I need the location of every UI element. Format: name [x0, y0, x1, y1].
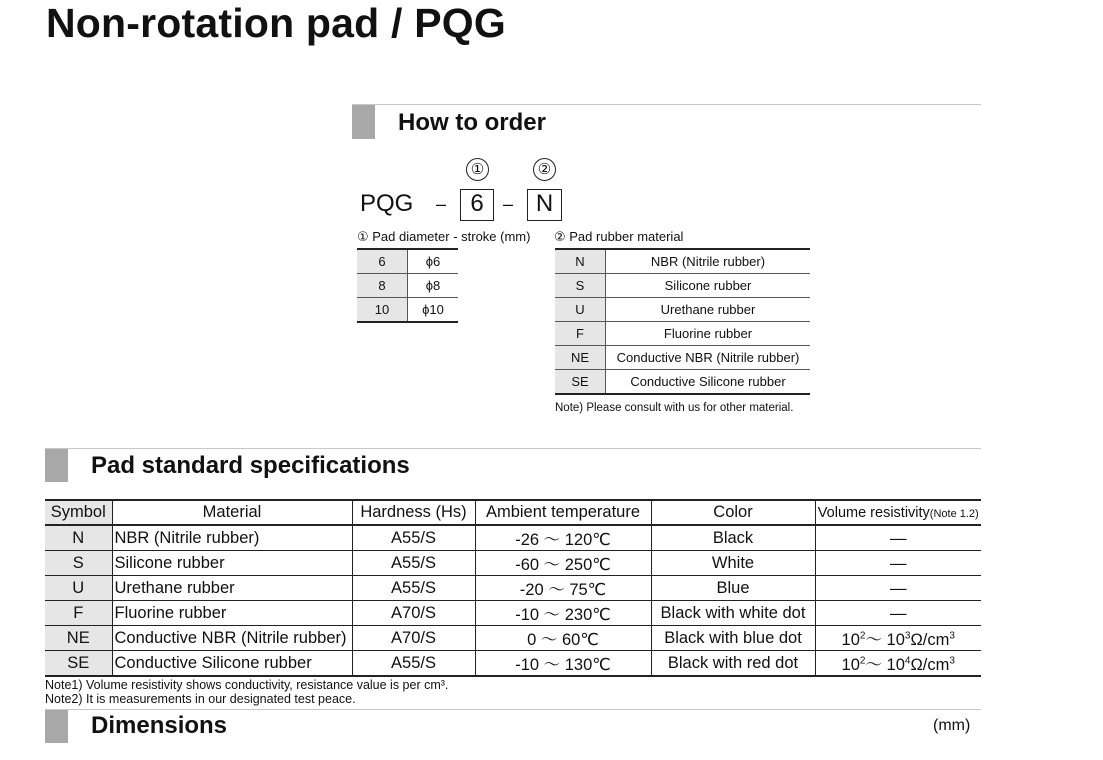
table-row — [357, 249, 458, 274]
marker-2: ② — [533, 158, 556, 181]
how-to-order-title: How to order — [398, 109, 546, 136]
vol-exp3: 3 — [949, 655, 955, 667]
table-row — [45, 626, 981, 651]
cell-material: Conductive NBR (Nitrile rubber) — [112, 626, 352, 651]
cell-color: Blue — [651, 576, 815, 601]
material-table — [555, 248, 810, 395]
page-title: Non-rotation pad / PQG — [46, 0, 506, 46]
cell-symbol: N — [45, 525, 112, 551]
material-value: Fluorine rubber — [606, 322, 811, 346]
vol-exp3: 3 — [949, 630, 955, 642]
marker-1: ① — [466, 158, 489, 181]
how-to-order-bar — [352, 105, 375, 139]
material-value: Conductive NBR (Nitrile rubber) — [606, 346, 811, 370]
header-hardness: Hardness (Hs) — [352, 500, 475, 525]
cell-material: NBR (Nitrile rubber) — [112, 525, 352, 551]
vol-exp2: 4 — [904, 655, 911, 667]
spec-table — [45, 499, 981, 677]
table-row — [45, 651, 981, 677]
cell-volume — [815, 626, 981, 651]
header-symbol: Symbol — [45, 500, 112, 525]
vol-base: 10 — [841, 656, 860, 675]
cell-material: Fluorine rubber — [112, 601, 352, 626]
order-code-dash-2: – — [503, 194, 514, 214]
specs-bar — [45, 449, 68, 482]
diameter-table — [357, 248, 458, 323]
material-code: S — [555, 274, 606, 298]
table-row — [45, 601, 981, 626]
header-material: Material — [112, 500, 352, 525]
cell-material: Conductive Silicone rubber — [112, 651, 352, 677]
diameter-caption: ① Pad diameter - stroke (mm) — [357, 229, 531, 244]
material-code: F — [555, 322, 606, 346]
vol-exp2: 3 — [904, 630, 911, 642]
cell-color: White — [651, 551, 815, 576]
cell-symbol: SE — [45, 651, 112, 677]
table-row — [357, 274, 458, 298]
cell-symbol: U — [45, 576, 112, 601]
material-code: SE — [555, 370, 606, 395]
dimensions-rule — [45, 709, 981, 710]
cell-volume — [815, 601, 981, 626]
diameter-value: ϕ6 — [408, 249, 459, 274]
vol-base: — — [890, 604, 907, 623]
header-volume-resistivity — [815, 500, 981, 525]
cell-volume — [815, 525, 981, 551]
table-row — [45, 551, 981, 576]
header-volume-note: (Note 1.2) — [929, 507, 979, 520]
cell-temperature: -26 ～ 120℃ — [475, 525, 651, 551]
vol-exp1: 2 — [859, 655, 866, 667]
table-row — [555, 298, 810, 322]
specs-title: Pad standard specifications — [91, 452, 410, 479]
spec-header-row — [45, 500, 981, 525]
cell-volume — [815, 576, 981, 601]
spec-note-1: Note1) Volume resistivity shows conductivity, resistance value is per cm³. — [45, 678, 449, 692]
material-code: N — [555, 249, 606, 274]
order-code-base: PQG — [360, 190, 414, 217]
cell-hardness: A55/S — [352, 576, 475, 601]
dimensions-unit: (mm) — [933, 717, 971, 734]
table-row — [555, 322, 810, 346]
table-row — [45, 576, 981, 601]
specs-rule — [45, 448, 981, 449]
cell-color: Black — [651, 525, 815, 551]
order-option-2-box: N — [527, 189, 562, 221]
cell-color: Black with white dot — [651, 601, 815, 626]
material-code: NE — [555, 346, 606, 370]
vol-base: 10 — [841, 631, 860, 650]
cell-volume — [815, 651, 981, 677]
header-volume-label: Volume resistivity — [817, 504, 930, 521]
header-temperature: Ambient temperature — [475, 500, 651, 525]
material-value: Urethane rubber — [606, 298, 811, 322]
table-row — [555, 370, 810, 395]
cell-temperature: -10 ～ 230℃ — [475, 601, 651, 626]
cell-temperature: -20 ～ 75℃ — [475, 576, 651, 601]
material-note: Note) Please consult with us for other material. — [555, 402, 794, 414]
header-color: Color — [651, 500, 815, 525]
how-to-order-rule — [352, 104, 981, 105]
order-option-1-box: 6 — [460, 189, 494, 221]
material-value: NBR (Nitrile rubber) — [606, 249, 811, 274]
cell-hardness: A70/S — [352, 626, 475, 651]
table-row — [45, 525, 981, 551]
vol-mid: ～ 10 — [865, 631, 905, 650]
vol-exp1: 2 — [859, 630, 866, 642]
table-row — [357, 298, 458, 323]
cell-hardness: A55/S — [352, 525, 475, 551]
cell-color: Black with blue dot — [651, 626, 815, 651]
vol-base: — — [890, 579, 907, 598]
cell-temperature: -60 ～ 250℃ — [475, 551, 651, 576]
cell-hardness: A55/S — [352, 551, 475, 576]
vol-unit: Ω/cm — [910, 631, 950, 650]
cell-temperature: -10 ～ 130℃ — [475, 651, 651, 677]
spec-note-2: Note2) It is measurements in our designated test peace. — [45, 692, 356, 706]
table-row — [555, 249, 810, 274]
vol-base: — — [890, 529, 907, 548]
material-value: Conductive Silicone rubber — [630, 374, 786, 389]
order-code-dash-1: – — [436, 194, 447, 214]
material-code: U — [555, 298, 606, 322]
cell-symbol: NE — [45, 626, 112, 651]
diameter-code: 6 — [357, 249, 408, 274]
diameter-value: ϕ8 — [408, 274, 459, 298]
dimensions-title: Dimensions — [91, 712, 228, 739]
cell-hardness: A70/S — [352, 601, 475, 626]
cell-color: Black with red dot — [651, 651, 815, 677]
cell-material: Urethane rubber — [112, 576, 352, 601]
material-caption: ② Pad rubber material — [554, 229, 684, 244]
cell-symbol: F — [45, 601, 112, 626]
cell-volume — [815, 551, 981, 576]
vol-mid: ～ 10 — [865, 656, 905, 675]
cell-temperature: 0 ～ 60℃ — [475, 626, 651, 651]
diameter-code: 10 — [357, 298, 408, 323]
cell-symbol: S — [45, 551, 112, 576]
material-value: Silicone rubber — [606, 274, 811, 298]
vol-unit: Ω/cm — [910, 656, 950, 675]
diameter-value: ϕ10 — [422, 302, 444, 317]
dimensions-bar — [45, 710, 68, 743]
table-row — [555, 346, 810, 370]
cell-hardness: A55/S — [352, 651, 475, 677]
cell-material: Silicone rubber — [112, 551, 352, 576]
table-row — [555, 274, 810, 298]
vol-base: — — [890, 554, 907, 573]
diameter-code: 8 — [357, 274, 408, 298]
